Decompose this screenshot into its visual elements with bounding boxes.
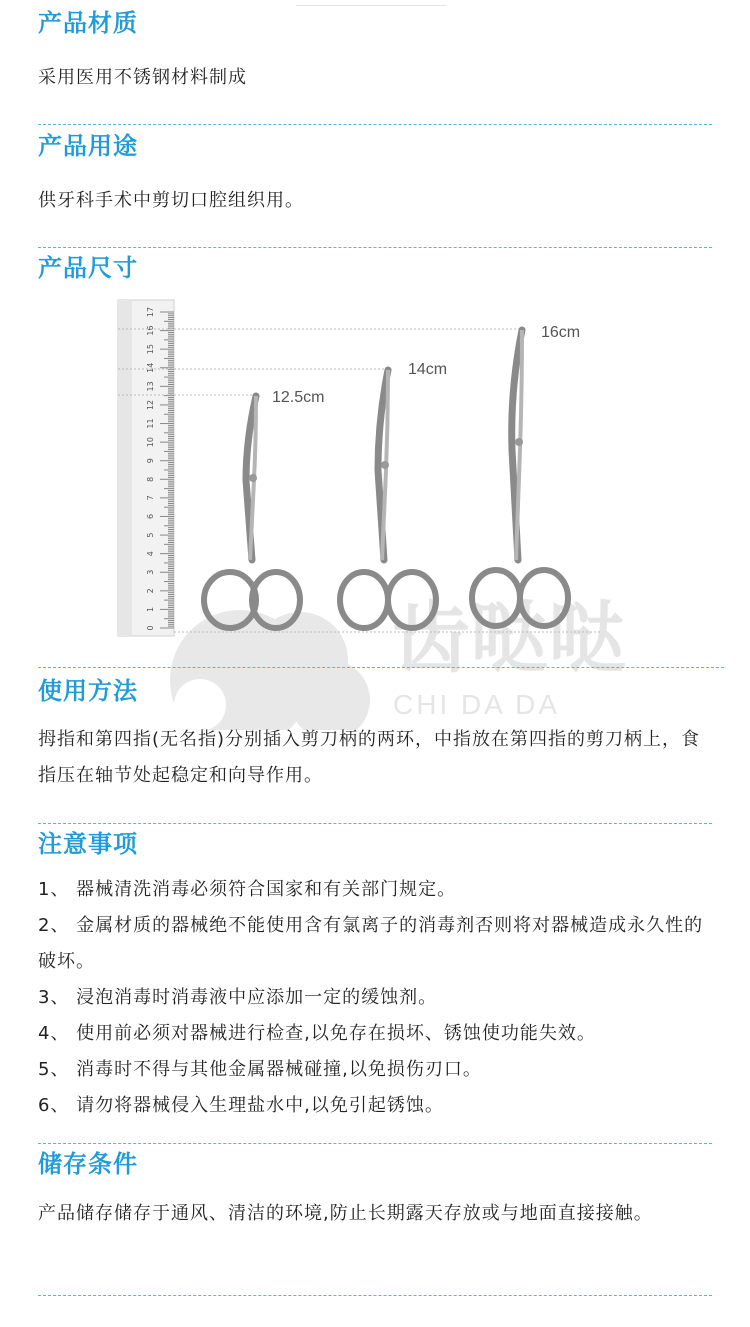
ruler-number: 6: [146, 513, 155, 520]
ruler-number: 10: [146, 437, 155, 448]
heading-usage: 产品用途: [38, 132, 138, 160]
section-divider: [38, 124, 712, 125]
heading-notes: 注意事项: [38, 830, 138, 858]
top-divider: [296, 5, 446, 6]
ruler-number: 5: [146, 532, 155, 538]
heading-material: 产品材质: [38, 9, 138, 37]
method-text: 拇指和第四指(无名指)分别插入剪刀柄的两环，中指放在第四指的剪刀柄上，食指压在轴节处起稳定和向导作用。: [38, 729, 701, 786]
list-item: 2、 金属材质的器械绝不能使用含有氯离子的消毒剂否则将对器械造成永久性的破坏。: [38, 915, 704, 972]
list-item: 5、 消毒时不得与其他金属器械碰撞,以免损伤刃口。: [38, 1059, 482, 1080]
size-label-small: 12.5cm: [272, 389, 325, 406]
size-figure: [0, 290, 750, 730]
list-item: 6、 请勿将器械侵入生理盐水中,以免引起锈蚀。: [38, 1095, 444, 1116]
ruler: [118, 300, 174, 636]
section-divider: [38, 247, 712, 248]
ruler-number: 11: [146, 418, 155, 429]
section-divider: [38, 667, 724, 668]
watermark-brand-cn: 齿哒哒: [392, 594, 627, 684]
heading-size: 产品尺寸: [38, 254, 138, 282]
ruler-number: 1: [146, 606, 155, 612]
height-guides: [118, 329, 600, 632]
notes-list: [38, 872, 718, 1124]
list-item: 4、 使用前必须对器械进行检查,以免存在损坏、锈蚀使功能失效。: [38, 1023, 596, 1044]
ruler-number: 13: [146, 381, 155, 392]
ruler-number: 15: [146, 344, 155, 355]
ruler-number: 8: [146, 476, 155, 482]
size-label-large: 16cm: [541, 324, 581, 341]
size-label-medium: 14cm: [408, 361, 448, 378]
ruler-number: 0: [146, 625, 155, 631]
ruler-number: 9: [146, 458, 155, 464]
ruler-number: 4: [146, 551, 155, 557]
section-divider: [38, 1143, 712, 1144]
usage-text: 供牙科手术中剪切口腔组织用。: [38, 190, 304, 211]
ruler-number: 2: [146, 588, 155, 594]
heading-storage: 储存条件: [38, 1150, 138, 1178]
scissors-small: [204, 396, 300, 628]
ruler-number: 17: [146, 306, 155, 318]
material-text: 采用医用不锈钢材料制成: [38, 67, 247, 88]
section-divider: [38, 1295, 712, 1296]
watermark-brand-en: CHI DA DA: [393, 689, 561, 720]
ruler-number: 3: [146, 569, 155, 575]
scissors-large: [472, 330, 568, 626]
heading-method: 使用方法: [38, 677, 138, 705]
list-item: 1、 器械清洗消毒必须符合国家和有关部门规定。: [38, 879, 457, 900]
list-item: 3、 浸泡消毒时消毒液中应添加一定的缓蚀剂。: [38, 987, 438, 1008]
ruler-number: 7: [146, 495, 155, 501]
scissors-medium: [340, 370, 436, 628]
ruler-number: 12: [146, 399, 155, 411]
watermark: [170, 594, 626, 730]
ruler-number: 16: [146, 325, 155, 336]
storage-text: 产品储存储存于通风、清洁的环境,防止长期露天存放或与地面直接接触。: [38, 1203, 653, 1224]
ruler-number: 14: [146, 362, 155, 373]
section-divider: [38, 823, 712, 824]
